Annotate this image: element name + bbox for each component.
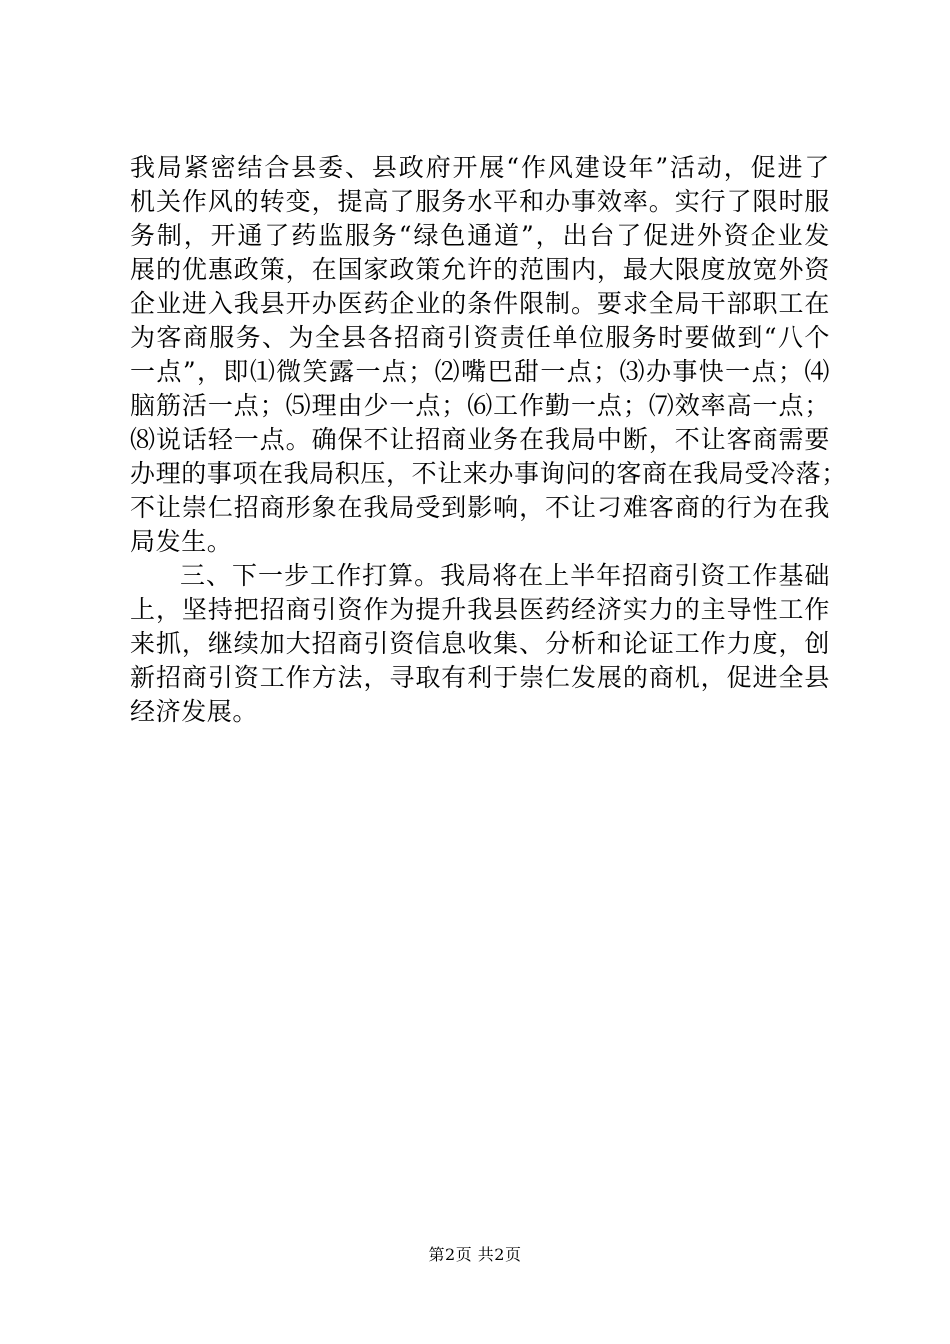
text-line: ⑻说话轻一点。确保不让招商业务在我局中断，不让客商需要 <box>130 425 830 454</box>
section-heading-line: 三、下一步工作打算。我局将在上半年招商引资工作基础 <box>180 561 830 590</box>
text-line: 新招商引资工作方法，寻取有利于崇仁发展的商机，促进全县 <box>130 663 830 692</box>
text-line: 脑筋活一点；⑸理由少一点；⑹工作勤一点；⑺效率高一点； <box>130 391 830 420</box>
text-line: 不让崇仁招商形象在我局受到影响，不让刁难客商的行为在我 <box>130 493 830 522</box>
text-line: 局发生。 <box>130 527 233 556</box>
text-line: 展的优惠政策，在国家政策允许的范围内，最大限度放宽外资 <box>130 255 830 284</box>
page-footer <box>0 1244 950 1266</box>
text-line: 我局紧密结合县委、县政府开展“作风建设年”活动，促进了 <box>130 153 830 182</box>
body-text <box>130 151 847 729</box>
text-line: 机关作风的转变，提高了服务水平和办事效率。实行了限时服 <box>130 187 830 216</box>
paragraph-1 <box>130 151 847 559</box>
text-line: 来抓，继续加大招商引资信息收集、分析和论证工作力度，创 <box>130 629 830 658</box>
paragraph-2 <box>130 559 830 729</box>
text-line: 为客商服务、为全县各招商引资责任单位服务时要做到“八个 <box>130 323 830 352</box>
text-line: 一点”，即⑴微笑露一点；⑵嘴巴甜一点；⑶办事快一点；⑷ <box>130 357 830 386</box>
page-number-label: 第2页 共2页 <box>428 1245 522 1264</box>
text-line: 上，坚持把招商引资作为提升我县医药经济实力的主导性工作 <box>130 595 830 624</box>
text-line: 务制，开通了药监服务“绿色通道”，出台了促进外资企业发 <box>130 221 830 250</box>
text-line: 经济发展。 <box>130 697 259 726</box>
text-line: 企业进入我县开办医药企业的条件限制。要求全局干部职工在 <box>130 289 830 318</box>
text-line: 办理的事项在我局积压，不让来办事询问的客商在我局受冷落； <box>130 459 847 488</box>
